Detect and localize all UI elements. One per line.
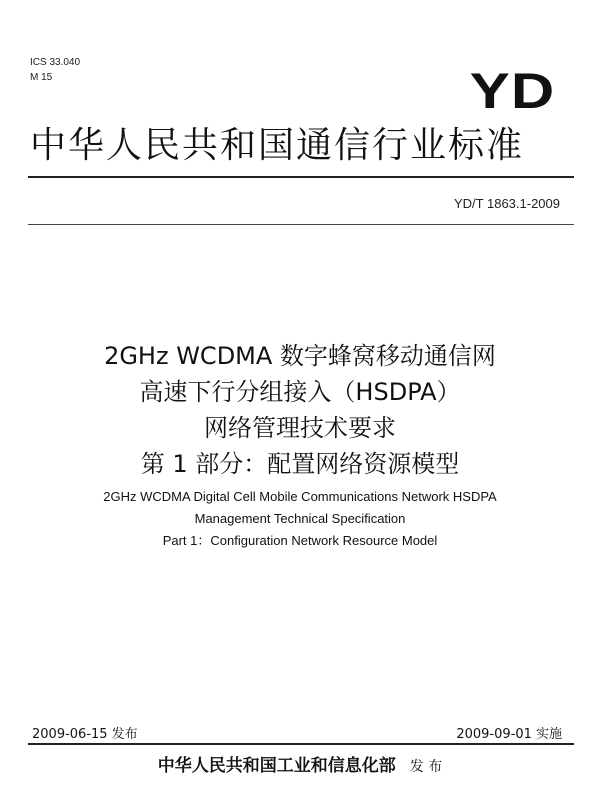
- title-cn-line: 网络管理技术要求: [204, 414, 396, 442]
- standard-type-heading: 中华人民共和国通信行业标准: [30, 125, 525, 166]
- second-divider: [28, 224, 574, 225]
- classification-codes: [30, 55, 80, 85]
- title-en-line: Part 1：Configuration Network Resource Model: [162, 533, 438, 548]
- publish-word: 发 布: [409, 759, 443, 775]
- title-en-line: Management Technical Specification: [194, 511, 406, 526]
- ics-code: ICS 33.040: [30, 57, 81, 68]
- title-cn-line: 高速下行分组接入（HSDPA）: [139, 378, 461, 406]
- implementation-date: 2009-09-01 实施: [456, 727, 562, 742]
- category-code: M 15: [30, 72, 53, 83]
- document-title: [0, 338, 600, 552]
- issue-date: 2009-06-15 发布: [32, 727, 138, 742]
- yd-logo: YD: [469, 63, 555, 119]
- title-en-line: 2GHz WCDMA Digital Cell Mobile Communications Network HSDPA: [103, 489, 497, 504]
- title-cn-line: 2GHz WCDMA 数字蜂窝移动通信网: [104, 342, 496, 370]
- standard-number: YD/T 1863.1-2009: [454, 196, 560, 211]
- bottom-divider: [28, 743, 574, 745]
- title-cn-line: 第 1 部分：配置网络资源模型: [140, 450, 460, 478]
- top-divider: [28, 176, 574, 178]
- title-en: [0, 486, 600, 552]
- publisher-line: [0, 754, 600, 779]
- publisher-name: 中华人民共和国工业和信息化部: [157, 756, 396, 776]
